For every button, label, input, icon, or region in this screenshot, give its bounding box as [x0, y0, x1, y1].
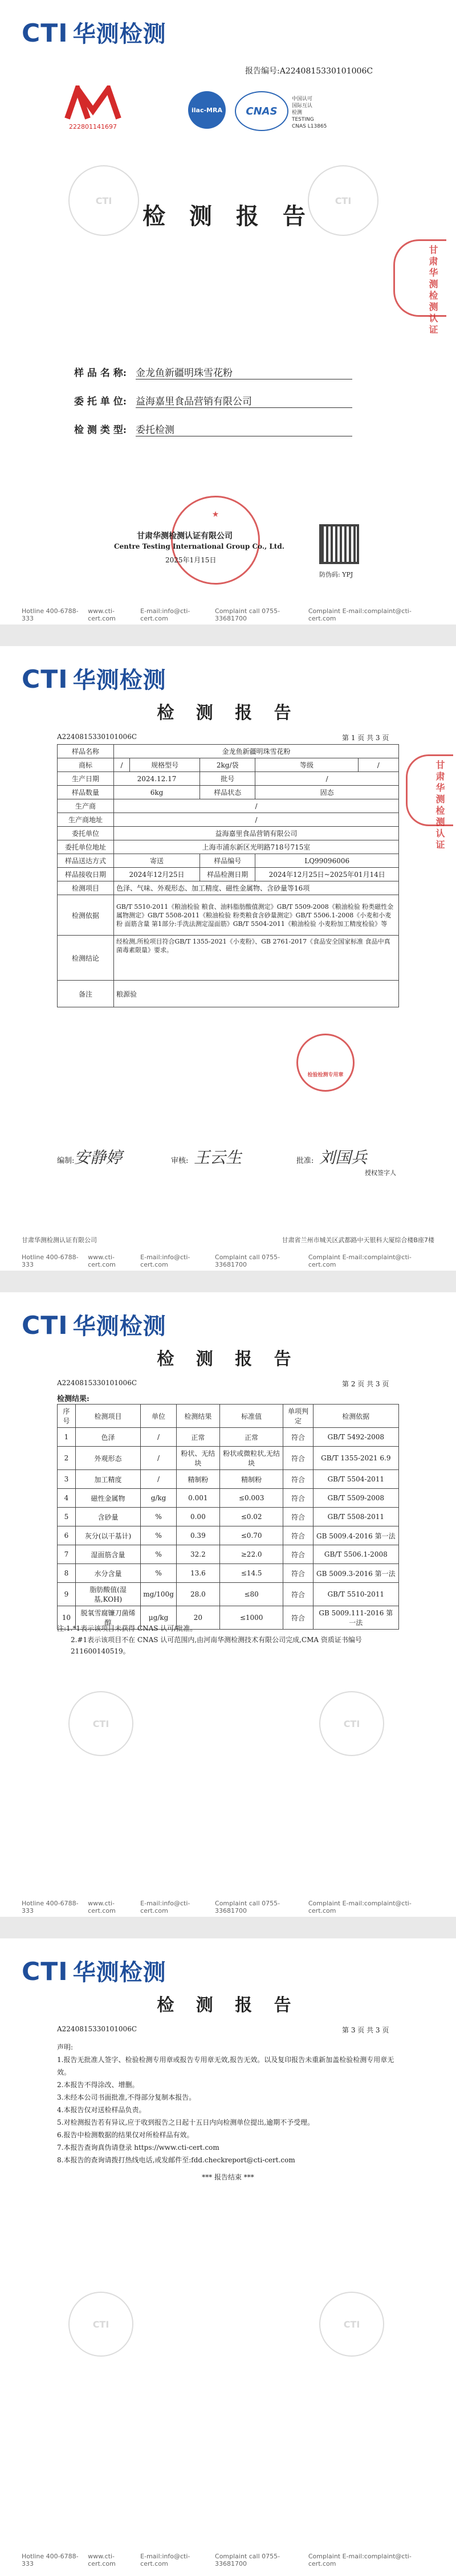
table-row [58, 1508, 399, 1526]
watermark: CTI [68, 1691, 133, 1756]
table-cell: 脱氧雪腐镰刀菌烯醇 [75, 1606, 140, 1630]
check-code: 防伪码: YPJ [319, 571, 353, 578]
table-cell: 含砂量 [75, 1508, 140, 1526]
report-number: A2240815330101006C [57, 1379, 137, 1387]
page-separator [0, 1271, 456, 1292]
table-cell: ≥22.0 [219, 1545, 283, 1564]
table-cell: ≤0.02 [219, 1508, 283, 1526]
table-row: 检测结论 经检测,所检项目符合GB/T 1355-2021《小麦粉》、GB 2761-2017《食品安全国家标准 食品中真菌毒素限量》要求。 [58, 936, 399, 981]
page-separator [0, 1917, 456, 1938]
table-cell: 湿面筋含量 [75, 1545, 140, 1564]
statement-item: 5.对检测报告若有异议,应于收到报告之日起十五日内向检测单位提出,逾期不予受理。 [57, 2118, 315, 2126]
page-separator [0, 624, 456, 646]
test-type-value: 委托检测 [136, 422, 352, 436]
statement-item: 1.报告无批准人签字、检验检测专用章或报告专用章无效,报告无效。以及复印报告未重新加盖检验检测专用章无效。 [57, 2056, 394, 2076]
table-cell: % [141, 1508, 177, 1526]
statement-item: 8.本报告的查询请拨打热线电话,或发邮件至:fdd.checkreport@cti-cert.com [57, 2156, 295, 2164]
qr-code [319, 524, 359, 564]
table-cell: 0.00 [176, 1508, 219, 1526]
test-seal: 检验检测专用章 [296, 1034, 355, 1092]
table-row [58, 1447, 399, 1470]
cma-code: 222801141697 [69, 123, 117, 130]
table-row: 样品接收日期 2024年12月25日 样品检测日期 2024年12月25日~2025年01月14日 [58, 868, 399, 881]
table-cell: 符合 [283, 1489, 313, 1508]
cti-logo: CTI 华测检测 [22, 665, 166, 694]
table-header-cell: 检测结果 [176, 1405, 219, 1428]
authorized-label: 授权签字人 [365, 1169, 396, 1177]
table-cell: GB/T 1355-2021 6.9 [313, 1447, 398, 1470]
table-cell: 精制粉 [219, 1470, 283, 1489]
sample-name-value: 金龙鱼新疆明珠雪花粉 [136, 365, 352, 379]
reviewer-label: 审核: [171, 1157, 189, 1165]
watermark: CTI [68, 165, 139, 236]
note-2: 2.#1表示该项目不在 CNAS 认可范围内,由河南华测检测技术有限公司完成,CMA 资质证书编号 211600140519。 [71, 1636, 362, 1655]
table-cell: ≤80 [219, 1583, 283, 1606]
cti-logo: CTI 华测检测 [22, 1957, 166, 1986]
table-row: 委托单位 益海嘉里食品营销有限公司 [58, 827, 399, 840]
page-footer: Hotline 400-6788-333 www.cti-cert.com E-mail:info@cti-cert.com Complaint call 0755-33681700 Complaint E-mail:complaint@cti-cert.com [22, 607, 412, 622]
table-cell: 符合 [283, 1545, 313, 1564]
table-cell: 脂肪酸值(湿基,KOH) [75, 1583, 140, 1606]
page-header [22, 659, 434, 694]
report-title: 检 测 报 告 [157, 1995, 299, 2015]
watermark: CTI [68, 2292, 133, 2357]
table-row: 样品名称 金龙鱼新疆明珠雪花粉 [58, 745, 399, 758]
table-cell: 符合 [283, 1447, 313, 1470]
table-cell: 9 [58, 1583, 76, 1606]
writer-signature: 安静婷 [74, 1148, 123, 1167]
table-row [58, 1470, 399, 1489]
watermark: CTI [319, 2292, 384, 2357]
table-cell: 28.0 [176, 1583, 219, 1606]
table-cell: 粉状、无结块 [176, 1447, 219, 1470]
page-footer: Hotline 400-6788-333 www.cti-cert.com E-mail:info@cti-cert.com Complaint call 0755-33681700 Complaint E-mail:complaint@cti-cert.com [22, 2553, 412, 2567]
report-title: 检 测 报 告 [142, 203, 314, 230]
cti-logo: CTI 华测检测 [22, 1311, 166, 1340]
table-row: 生产日期 2024.12.17 批号 / [58, 772, 399, 786]
writer-label: 编制: [57, 1157, 75, 1165]
table-row [58, 1564, 399, 1583]
report-number: 报告编号:A2240815330101006C [245, 67, 373, 76]
table-row: 生产商地址 / [58, 813, 399, 827]
table-cell: GB/T 5509-2008 [313, 1489, 398, 1508]
cnas-logo: CNAS [235, 91, 288, 131]
statement-block [57, 2041, 399, 2183]
table-row [58, 1583, 399, 1606]
table-row: 备注 粮源验 [58, 981, 399, 1007]
table-cell: 加工精度 [75, 1470, 140, 1489]
page-number: 第 3 页 共 3 页 [342, 2026, 389, 2034]
table-row: 生产商 / [58, 799, 399, 813]
page-4 [0, 1938, 456, 2576]
table-row [58, 1428, 399, 1447]
table-cell: 3 [58, 1470, 76, 1489]
ilac-mra-logo: ilac-MRA [188, 91, 226, 129]
statement-item: 4.本报告仅对送检样品负责。 [57, 2106, 146, 2114]
table-header-cell: 检测项目 [75, 1405, 140, 1428]
table-cell: 符合 [283, 1470, 313, 1489]
table-cell: 4 [58, 1489, 76, 1508]
table-cell: 符合 [283, 1526, 313, 1545]
table-cell: 色泽 [75, 1428, 140, 1447]
table-cell: ≤1000 [219, 1606, 283, 1630]
table-cell: 8 [58, 1564, 76, 1583]
statement-item: 6.报告中检测数据的结果仅对所检样品有效。 [57, 2131, 194, 2139]
table-cell: 6 [58, 1526, 76, 1545]
table-cell: GB/T 5510-2011 [313, 1583, 398, 1606]
statement-item: 3.未经本公司书面批准,不得部分复制本报告。 [57, 2093, 196, 2101]
table-cell: / [141, 1428, 177, 1447]
page-3 [0, 1292, 456, 1917]
table-cell: 外观形态 [75, 1447, 140, 1470]
table-row: 检测项目 色泽、气味、外观形态、加工精度、磁性金属物、含砂量等16项 [58, 881, 399, 895]
table-row: 样品数量 6kg 样品状态 固态 [58, 786, 399, 799]
table-cell: 符合 [283, 1508, 313, 1526]
table-cell: / [141, 1447, 177, 1470]
table-cell: g/kg [141, 1489, 177, 1508]
table-cell: 灰分(以干基计) [75, 1526, 140, 1545]
report-date: 2025年1月15日 [165, 556, 217, 564]
watermark: CTI [319, 1691, 384, 1756]
table-row: 样品送达方式 寄送 样品编号 LQ99096006 [58, 854, 399, 868]
table-header-cell: 标准值 [219, 1405, 283, 1428]
cover-field-sample: 样 品 名 称: 金龙鱼新疆明珠雪花粉 [74, 365, 393, 379]
results-notes [57, 1623, 399, 1657]
table-row [58, 1526, 399, 1545]
page-number: 第 2 页 共 3 页 [342, 1380, 389, 1388]
table-cell: 精制粉 [176, 1470, 219, 1489]
table-cell: ≤0.003 [219, 1489, 283, 1508]
table-header-row [58, 1405, 399, 1428]
table-row: 商标 / 规格型号 2kg/袋 等级 / [58, 758, 399, 772]
table-cell: 符合 [283, 1606, 313, 1630]
table-header-cell: 单项判定 [283, 1405, 313, 1428]
table-cell: % [141, 1564, 177, 1583]
page-header [22, 1951, 434, 1986]
results-table [57, 1404, 399, 1630]
note-1: 注:1.*1表示该项目未获得 CNAS 认可/批准。 [57, 1624, 197, 1632]
table-row: 委托单位地址 上海市浦东新区光明路718号715室 [58, 840, 399, 854]
table-cell: mg/100g [141, 1583, 177, 1606]
cma-logo [62, 85, 124, 131]
cti-logo: CTI 华测检测 [22, 19, 166, 48]
table-row [58, 1489, 399, 1508]
page-2 [0, 646, 456, 1271]
page-header [22, 1305, 434, 1340]
table-cell: GB 5009.3-2016 第一法 [313, 1564, 398, 1583]
report-title: 检 测 报 告 [157, 1349, 299, 1369]
table-cell: 水分含量 [75, 1564, 140, 1583]
sample-info-table [57, 744, 399, 1007]
table-cell: 正常 [176, 1428, 219, 1447]
table-cell: 0.001 [176, 1489, 219, 1508]
cover-field-client: 委 托 单 位: 益海嘉里食品营销有限公司 [74, 393, 393, 408]
page-number: 第 1 页 共 3 页 [342, 734, 389, 742]
statement-item: 2.本报告不得涂改、增删。 [57, 2081, 139, 2089]
page-footer: Hotline 400-6788-333 www.cti-cert.com E-mail:info@cti-cert.com Complaint call 0755-33681700 Complaint E-mail:complaint@cti-cert.com [22, 1900, 412, 1914]
client-value: 益海嘉里食品营销有限公司 [136, 393, 352, 408]
table-cell: % [141, 1526, 177, 1545]
page-cover [0, 0, 456, 624]
org-address: 甘肃华测检测认证有限公司 甘肃省兰州市城关区武都路中天银科大厦综合楼B座7楼 [22, 1236, 434, 1244]
table-cell: GB 5009.111-2016 第一法 [313, 1606, 398, 1630]
table-cell: ≤14.5 [219, 1564, 283, 1583]
org-name-cn: 甘肃华测检测认证有限公司 [137, 532, 233, 541]
table-row [58, 1545, 399, 1564]
reviewer-signature: 王云生 [194, 1148, 242, 1167]
table-cell: 磁性金属物 [75, 1489, 140, 1508]
page-header [22, 13, 434, 48]
report-number: A2240815330101006C [57, 733, 137, 741]
approver-signature: 刘国兵 [319, 1148, 368, 1167]
table-cell: 粉状或微粒状,无结块 [219, 1447, 283, 1470]
table-cell: GB/T 5508-2011 [313, 1508, 398, 1526]
table-cell: 符合 [283, 1428, 313, 1447]
end-mark: *** 报告结束 *** [202, 2173, 254, 2181]
table-cell: 10 [58, 1606, 76, 1630]
table-cell: 32.2 [176, 1545, 219, 1564]
page-footer: Hotline 400-6788-333 www.cti-cert.com E-mail:info@cti-cert.com Complaint call 0755-33681700 Complaint E-mail:complaint@cti-cert.com [22, 1254, 412, 1268]
approver-label: 批准: [296, 1157, 314, 1165]
table-cell: 正常 [219, 1428, 283, 1447]
company-seal: ★ [171, 496, 260, 585]
table-cell: 1 [58, 1428, 76, 1447]
watermark: CTI [308, 165, 378, 236]
table-cell: 5 [58, 1508, 76, 1526]
report-number: A2240815330101006C [57, 2025, 137, 2033]
table-cell: μg/kg [141, 1606, 177, 1630]
table-cell: 7 [58, 1545, 76, 1564]
table-cell: / [141, 1470, 177, 1489]
table-row: 检测依据 GB/T 5510-2011《粮油检验 粮食、油料脂肪酸值测定》GB/T 5509-2008《粮油检验 粉类磁性金属物测定》GB/T 5508-2011《粮油检验 粉类粮食含砂量测定》GB/T 5506.1-2008《小麦和小麦粉 面筋含量 第1部分:手洗法测定湿面筋》GB/T 5504-2011《粮油检验 小麦粉加工精度检验》等 [58, 895, 399, 936]
statement-item: 7.本报告查询真伪请登录 https://www.cti-cert.com [57, 2144, 219, 2152]
table-cell: GB/T 5504-2011 [313, 1470, 398, 1489]
table-header-cell: 序号 [58, 1405, 76, 1428]
seal-side-text: 甘肃华测检测认证 [427, 245, 438, 336]
table-cell: ≤0.70 [219, 1526, 283, 1545]
table-header-cell: 单位 [141, 1405, 177, 1428]
table-cell: 符合 [283, 1583, 313, 1606]
table-cell: GB 5009.4-2016 第一法 [313, 1526, 398, 1545]
report-title: 检 测 报 告 [157, 703, 299, 723]
cover-field-type: 检 测 类 型: 委托检测 [74, 422, 393, 436]
table-cell: 13.6 [176, 1564, 219, 1583]
cnas-text: 中国认可 国际互认 检测 TESTING CNAS L13865 [292, 96, 327, 129]
table-cell: 符合 [283, 1564, 313, 1583]
table-header-cell: 检测依据 [313, 1405, 398, 1428]
seal-side-text: 甘肃华测检测认证 [434, 760, 445, 851]
results-label: 检测结果: [57, 1395, 89, 1403]
table-cell: 0.39 [176, 1526, 219, 1545]
statement-title: 声明: [57, 2043, 74, 2051]
table-cell: GB/T 5492-2008 [313, 1428, 398, 1447]
table-cell: 2 [58, 1447, 76, 1470]
org-name-en: Centre Testing International Group Co., Ltd. [114, 542, 284, 550]
table-cell: 20 [176, 1606, 219, 1630]
signature-area [57, 1142, 422, 1176]
table-cell: GB/T 5506.1-2008 [313, 1545, 398, 1564]
table-cell: % [141, 1545, 177, 1564]
